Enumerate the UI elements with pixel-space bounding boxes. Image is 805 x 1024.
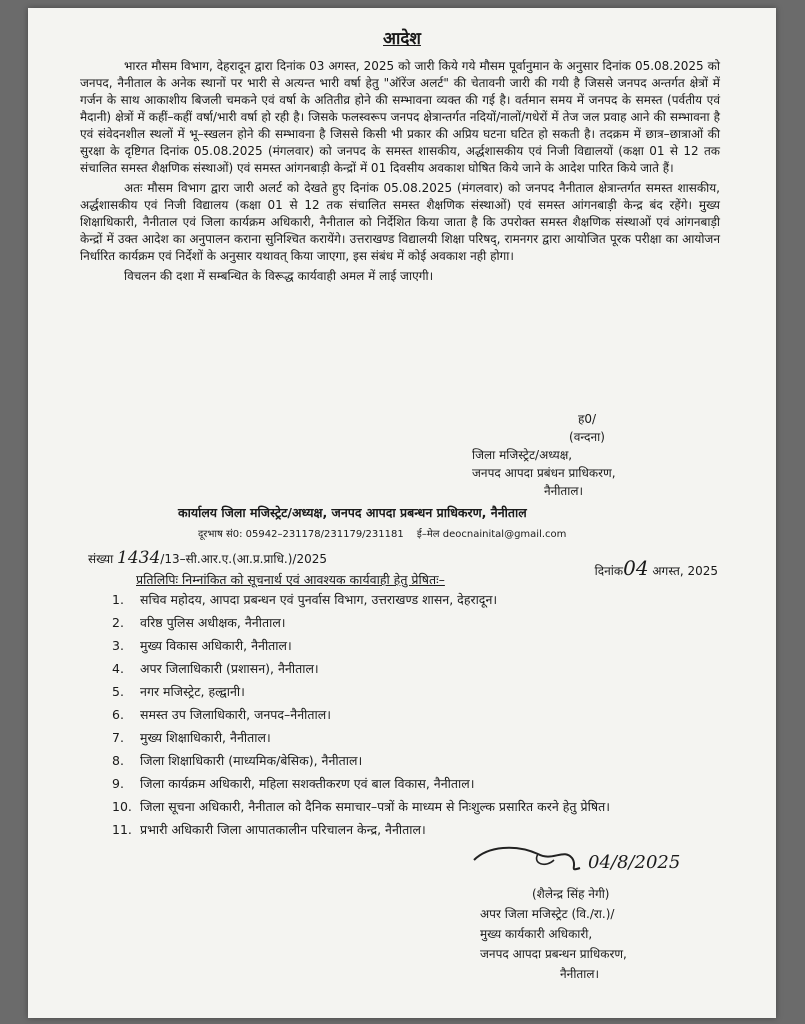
date-label: दिनांक xyxy=(594,564,624,578)
reference-number xyxy=(88,548,327,568)
office-phone: दूरभाष सं0: 05942–231178/231179/231181 xyxy=(198,529,404,540)
list-item xyxy=(112,772,712,795)
item-text: वरिष्ठ पुलिस अधीक्षक, नैनीताल। xyxy=(140,615,286,630)
item-number: 8. xyxy=(112,753,124,768)
item-number: 5. xyxy=(112,684,124,699)
item-number: 2. xyxy=(112,615,124,630)
office-contact xyxy=(198,526,566,540)
item-text: जिला कार्यक्रम अधिकारी, महिला सशक्तीकरण एवं बाल विकास, नैनीताल। xyxy=(140,776,475,791)
signatory-place: नैनीताल। xyxy=(560,967,600,981)
list-item xyxy=(112,611,712,634)
signatory-designation: मुख्य कार्यकारी अधिकारी, xyxy=(480,927,593,941)
signatory-name: (वन्दना) xyxy=(569,430,605,444)
order-paragraph-3: विचलन की दशा में सम्बन्धित के विरूद्ध कार्यवाही अमल में लाई जाएगी। xyxy=(124,269,434,283)
item-number: 3. xyxy=(112,638,124,653)
signatory-name: (शैलेन्द्र सिंह नेगी) xyxy=(532,887,610,901)
handwritten-date: 04 xyxy=(623,556,649,580)
document-page xyxy=(28,8,776,1018)
list-item xyxy=(112,795,712,818)
list-item xyxy=(112,749,712,772)
office-email: ई–मेल deocnainital@gmail.com xyxy=(416,529,567,540)
item-number: 10. xyxy=(112,799,132,814)
handwritten-number: 1434 xyxy=(117,548,161,568)
reference-label: संख्या xyxy=(88,552,114,566)
order-paragraph-1: भारत मौसम विभाग, देहरादून द्वारा दिनांक 03 अगस्त, 2025 को जारी किये गये मौसम पूर्वानुमान के अनुसार दिनांक 05.08.2025 को जनपद, नैनीताल के अनेक स्थानों पर भारी से अत्यन्त भारी वर्षा हेतु "ऑरेंज अलर्ट" की चेतावनी जारी की गयी है जिससे जनपद अन्तर्गत क्षेत्रों में गर्जन के साथ आकाशीय बिजली चमकने एवं वर्षा के अतितीव्र होने की सम्भावना व्यक्त की गई है। वर्तमान समय में जनपद के समस्त (पर्वतीय एवं मैदानी) क्षेत्रों में कहीं–कहीं वर्षा/भारी वर्षा हो रही है। जिसके फलस्वरूप जनपद क्षेत्रान्तर्गत नदियों/नालों/गधेरों में तेज जल प्रवाह आने की सम्भावना है एवं संवेदनशील स्थलों में भू–स्खलन होने की सम्भावना है जिससे किसी भी प्रकार की अप्रिय घटना घटित हो सकती है। तदक्रम में छात्र–छात्राओं की सुरक्षा के दृष्टिगत दिनांक 05.08.2025 (मंगलवार) को जनपद के समस्त शासकीय, अर्द्धशासकीय एवं निजी विद्यालयों (कक्षा 01 से 12 तक संचालित समस्त शैक्षणिक संस्थाओं) एवं समस्त आंगनबाड़ी केन्द्रों में 01 दिवसीय अवकाश घोषित किये जाने के आदेश पारित किये जाते हैं। xyxy=(80,59,720,175)
item-number: 11. xyxy=(112,822,132,837)
item-number: 9. xyxy=(112,776,124,791)
reference-date xyxy=(595,556,718,580)
signatory-designation: जिला मजिस्ट्रेट/अध्यक्ष, xyxy=(472,448,573,462)
copy-intro: प्रतिलिपिः निम्नांकित को सूचनार्थ एवं आवश्यक कार्यवाही हेतु प्रेषितः– xyxy=(136,572,445,587)
list-item xyxy=(112,680,712,703)
item-text: नगर मजिस्ट्रेट, हल्द्वानी। xyxy=(140,684,245,699)
item-text: प्रभारी अधिकारी जिला आपातकालीन परिचालन केन्द्र, नैनीताल। xyxy=(140,822,426,837)
item-text: जिला शिक्षाधिकारी (माध्यमिक/बेसिक), नैनीताल। xyxy=(140,753,363,768)
list-item xyxy=(112,726,712,749)
item-number: 6. xyxy=(112,707,124,722)
date-rest: अगस्त, 2025 xyxy=(652,564,718,578)
item-text: समस्त उप जिलाधिकारी, जनपद–नैनीताल। xyxy=(140,707,331,722)
item-text: मुख्य विकास अधिकारी, नैनीताल। xyxy=(140,638,292,653)
item-text: अपर जिलाधिकारी (प्रशासन), नैनीताल। xyxy=(140,661,319,676)
order-body xyxy=(80,58,720,288)
list-item xyxy=(112,703,712,726)
list-item xyxy=(112,634,712,657)
reference-suffix: /13–सी.आर.ए.(आ.प्र.प्राधि.)/2025 xyxy=(160,552,327,566)
item-number: 1. xyxy=(112,592,124,607)
signatory-designation: जनपद आपदा प्रबन्धन प्राधिकरण, xyxy=(480,947,627,961)
signed-mark: ह0/ xyxy=(577,412,597,426)
signatory-designation: जनपद आपदा प्रबंधन प्राधिकरण, xyxy=(472,466,616,480)
item-text: जिला सूचना अधिकारी, नैनीताल को दैनिक समाचार–पत्रों के माध्यम से निःशुल्क प्रसारित करने हेतु प्रेषित। xyxy=(140,799,610,814)
order-paragraph-2: अतः मौसम विभाग द्वारा जारी अलर्ट को देखते हुए दिनांक 05.08.2025 (मंगलवार) को जनपद नैनीताल क्षेत्रान्तर्गत समस्त शासकीय, अर्द्धशासकीय एवं निजी विद्यालय (कक्षा 01 से 12 तक संचालित समस्त शैक्षणिक संस्थाओं) एवं समस्त आंगनबाड़ी केन्द्र बंद रहेंगे। मुख्य शिक्षाधिकारी, नैनीताल एवं जिला कार्यक्रम अधिकारी, नैनीताल को निर्देशित किया जाता है कि उपरोक्त समस्त शैक्षणिक संस्थाओं एवं आंगनबाड़ी केन्द्रों में उक्त आदेश का अनुपालन कराना सुनिश्चित करायेंगे। उत्तराखण्ड विद्यालयी शिक्षा परिषद्, रामनगर द्वारा आयोजित पूरक परीक्षा का आयोजन निर्धारित कार्यक्रम एवं निर्देशों के अनुसार यथावत् किया जाएगा, इस संबंध में कोई अवकाश नही होगा। xyxy=(80,181,720,263)
item-text: सचिव महोदय, आपदा प्रबन्धन एवं पुनर्वास विभाग, उत्तराखण्ड शासन, देहरादून। xyxy=(140,592,498,607)
office-heading: कार्यालय जिला मजिस्ट्रेट/अध्यक्ष, जनपद आपदा प्रबन्धन प्राधिकरण, नैनीताल xyxy=(178,505,527,520)
item-number: 4. xyxy=(112,661,124,676)
list-item xyxy=(112,588,712,611)
signature-date: 04/8/2025 xyxy=(588,852,681,873)
signatory-designation: अपर जिला मजिस्ट्रेट (वि./रा.)/ xyxy=(480,907,615,921)
signature-block-dm xyxy=(472,410,702,500)
copy-list xyxy=(112,588,712,841)
order-title: आदेश xyxy=(383,29,421,49)
item-number: 7. xyxy=(112,730,124,745)
handwritten-signature xyxy=(468,838,728,888)
signature-block-adm xyxy=(480,884,720,984)
signatory-place: नैनीताल। xyxy=(544,484,584,498)
list-item xyxy=(112,657,712,680)
item-text: मुख्य शिक्षाधिकारी, नैनीताल। xyxy=(140,730,271,745)
